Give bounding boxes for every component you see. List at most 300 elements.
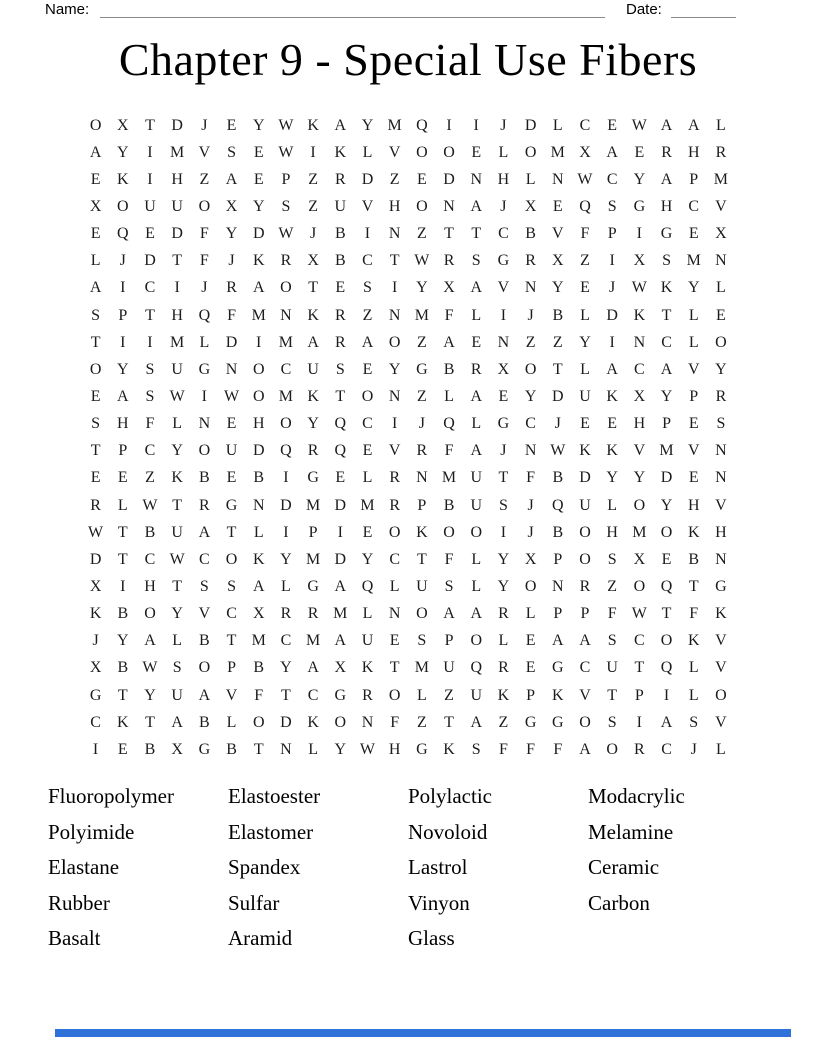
grid-letter: E [471,333,482,351]
grid-letter: D [171,116,183,134]
grid-letter: Y [660,496,673,514]
word-list-column [48,779,228,957]
grid-letter: S [145,360,155,378]
grid-letter: O [524,577,537,595]
grid-letter: N [633,333,646,351]
grid-letter: K [252,550,265,568]
grid-letter: C [280,360,292,378]
grid-letter: L [471,306,482,324]
grid-letter: M [659,442,674,460]
grid-letter: O [416,605,428,623]
grid-letter: T [552,360,563,378]
grid-letter: X [334,659,347,677]
grid-letter: B [144,523,156,541]
grid-letter: M [360,496,375,514]
grid-letter: L [688,306,699,324]
grid-letter: J [201,279,208,297]
grid-letter: O [606,740,618,758]
grid-letter: E [117,740,128,758]
grid-letter: N [388,225,401,243]
grid-letter: P [553,550,563,568]
grid-letter: L [308,740,318,758]
grid-letter: I [201,387,207,405]
grid-letter: I [147,143,153,161]
grid-letter: W [278,143,294,161]
grid-letter: P [281,170,291,188]
grid-letter: O [280,415,292,433]
grid-letter: G [307,577,319,595]
grid-letter: D [252,225,265,243]
grid-letter: Q [443,415,455,433]
grid-letter: Y [552,279,564,297]
grid-letter: I [256,333,262,351]
grid-letter: Y [497,577,510,595]
grid-letter: E [362,523,373,541]
grid-letter: O [388,333,401,351]
grid-letter: F [199,252,209,270]
grid-letter: L [525,170,536,188]
grid-letter: R [90,496,101,514]
word-list-item: Glass [408,926,455,951]
grid-letter: I [636,713,642,731]
grid-letter: R [634,740,645,758]
grid-letter: L [471,550,482,568]
grid-letter: S [281,197,291,215]
grid-letter: R [199,496,210,514]
grid-letter: T [145,306,155,324]
grid-letter: L [172,415,183,433]
grid-letter: D [171,225,183,243]
grid-letter: K [687,523,700,541]
grid-letter: C [661,740,672,758]
grid-letter: O [144,605,156,623]
grid-letter: D [225,333,238,351]
grid-letter: Y [497,550,510,568]
grid-letter: T [471,225,482,243]
grid-letter: A [660,713,673,731]
grid-letter: C [144,279,156,297]
grid-letter: S [227,143,236,161]
grid-letter: Q [280,442,292,460]
grid-letter: I [609,252,615,270]
grid-letter: I [609,333,615,351]
grid-letter: L [362,605,373,623]
grid-letter: S [363,279,372,297]
grid-letter: L [688,659,699,677]
grid-letter: U [443,659,455,677]
grid-letter: D [606,306,618,324]
grid-letter: R [715,143,727,161]
word-search-grid [82,112,735,763]
grid-letter: P [118,442,128,460]
grid-letter: V [497,279,510,297]
grid-letter: K [307,116,319,134]
grid-letter: L [253,523,264,541]
grid-letter: H [117,415,129,433]
grid-letter: F [553,740,563,758]
grid-letter: S [471,740,481,758]
grid-letter: T [661,605,672,623]
grid-letter: Q [198,306,211,324]
grid-letter: I [663,686,670,704]
grid-letter: K [606,387,618,405]
grid-letter: B [334,225,346,243]
grid-letter: O [633,496,646,514]
grid-letter: O [443,143,455,161]
grid-letter: Y [633,170,646,188]
grid-letter: P [607,225,617,243]
grid-letter: T [308,279,318,297]
grid-letter: E [226,469,237,487]
grid-letter: V [687,360,700,378]
grid-letter: L [716,116,726,134]
grid-letter: S [91,306,101,324]
grid-letter: A [552,632,564,650]
grid-letter: E [226,415,237,433]
word-list-item: Vinyon [408,890,470,915]
grid-letter: O [89,116,102,134]
grid-letter: D [579,469,591,487]
grid-letter: E [253,143,264,161]
grid-letter: P [308,523,318,541]
grid-letter: Z [362,306,373,324]
grid-letter: L [362,143,373,161]
grid-letter: H [687,496,700,514]
grid-letter: A [361,333,374,351]
grid-letter: H [171,306,183,324]
grid-letter: N [280,306,292,324]
grid-letter: N [524,279,537,297]
grid-letter: G [715,577,727,595]
grid-letter: B [199,469,210,487]
grid-letter: Y [416,279,428,297]
grid-letter: O [198,442,211,460]
grid-letter: U [579,387,591,405]
grid-letter: A [117,387,129,405]
grid-letter: Y [334,740,347,758]
grid-letter: C [525,415,536,433]
grid-letter: T [226,523,237,541]
grid-letter: H [171,170,183,188]
grid-letter: U [144,197,156,215]
grid-letter: W [550,442,566,460]
grid-letter: K [633,306,646,324]
grid-letter: T [634,659,645,677]
grid-letter: I [120,333,126,351]
grid-letter: V [552,225,564,243]
footer-accent-bar [55,1029,791,1037]
grid-letter: J [119,252,126,270]
grid-letter: H [388,197,401,215]
grid-letter: M [251,306,266,324]
grid-letter: I [500,523,507,541]
grid-letter: O [252,360,265,378]
grid-letter: X [497,360,510,378]
grid-letter: F [199,225,209,243]
grid-letter: G [552,713,564,731]
grid-letter: Q [470,659,482,677]
grid-letter: O [579,523,591,541]
grid-letter: F [689,605,699,623]
grid-letter: P [662,415,671,433]
grid-letter: T [335,387,346,405]
grid-letter: G [89,686,102,704]
grid-letter: B [334,252,346,270]
grid-letter: W [631,279,647,297]
grid-letter: O [579,550,591,568]
grid-letter: H [144,577,156,595]
grid-letter: K [606,442,618,460]
grid-letter: O [715,686,727,704]
grid-letter: X [307,252,319,270]
grid-letter: O [524,143,537,161]
grid-letter: I [283,469,289,487]
grid-letter: X [524,550,537,568]
grid-letter: V [715,632,727,650]
grid-letter: Z [607,577,618,595]
word-list-item: Novoloid [408,819,488,844]
grid-letter: N [552,170,564,188]
grid-letter: S [145,387,155,405]
grid-letter: B [199,632,210,650]
grid-letter: M [170,143,185,161]
grid-letter: N [443,197,455,215]
grid-letter: U [171,360,183,378]
grid-letter: X [171,740,183,758]
grid-letter: A [89,143,102,161]
grid-letter: B [144,740,156,758]
grid-letter: R [280,252,292,270]
word-list-item: Elastoester [228,784,321,808]
grid-letter: O [470,632,482,650]
grid-letter: R [579,577,591,595]
grid-letter: F [444,306,454,324]
grid-letter: G [198,740,211,758]
grid-letter: S [498,496,508,514]
grid-letter: W [631,605,647,623]
grid-letter: T [172,496,183,514]
grid-letter: S [689,713,699,731]
grid-letter: O [660,632,673,650]
grid-letter: R [498,605,509,623]
word-list-item: Basalt [48,926,101,951]
grid-letter: F [580,225,590,243]
grid-letter: B [688,550,700,568]
word-list-item: Modacrylic [588,784,685,808]
grid-letter: B [199,713,210,731]
grid-letter: J [527,306,534,324]
grid-letter: A [198,686,211,704]
grid-letter: G [497,252,510,270]
grid-letter: G [198,360,211,378]
grid-letter: T [172,577,183,595]
grid-letter: A [225,170,238,188]
grid-letter: Y [715,360,727,378]
grid-letter: Z [308,170,318,188]
grid-letter: Y [606,469,618,487]
grid-letter: W [278,116,294,134]
grid-letter: V [715,197,727,215]
grid-letter: Q [334,442,347,460]
grid-letter: G [416,360,428,378]
grid-letter: S [199,577,209,595]
word-list-item: Polyimide [48,819,135,844]
grid-letter: Q [660,577,673,595]
grid-letter: A [252,279,265,297]
grid-letter: N [388,387,401,405]
grid-letter: E [580,415,590,433]
grid-letter: N [198,415,211,433]
grid-letter: X [633,252,646,270]
grid-letter: N [552,577,564,595]
grid-letter: V [715,713,727,731]
grid-letter: W [169,387,185,405]
grid-letter: L [688,333,699,351]
grid-letter: Y [633,469,646,487]
grid-letter: N [280,740,292,758]
grid-letter: W [223,387,240,405]
grid-letter: K [687,632,700,650]
grid-letter: Z [416,713,427,731]
grid-letter: N [361,713,374,731]
grid-letter: Z [416,225,427,243]
grid-letter: T [607,686,618,704]
grid-letter: K [89,605,102,623]
grid-letter: I [120,279,126,297]
grid-letter: Z [199,170,210,188]
grid-letter: U [171,686,183,704]
word-list-item: Ceramic [588,855,660,880]
grid-letter: Z [498,713,509,731]
grid-letter: J [690,740,697,758]
grid-letter: P [689,170,699,188]
grid-letter: Q [361,577,374,595]
grid-letter: K [416,523,428,541]
grid-letter: O [361,387,374,405]
grid-letter: I [174,279,180,297]
grid-letter: O [416,197,428,215]
grid-letter: R [226,279,237,297]
grid-letter: T [117,550,128,568]
grid-letter: L [226,713,237,731]
grid-letter: E [335,279,346,297]
grid-letter: E [253,170,264,188]
grid-letter: E [335,469,346,487]
grid-letter: X [89,577,102,595]
grid-letter: W [88,523,104,541]
grid-letter: S [607,632,617,650]
grid-letter: A [470,713,482,731]
grid-letter: A [307,659,319,677]
grid-letter: X [443,279,455,297]
word-list-item: Lastrol [408,855,468,880]
grid-letter: L [552,116,563,134]
grid-letter: L [716,279,726,297]
grid-letter: I [391,279,398,297]
grid-letter: M [550,143,565,161]
grid-letter: B [253,659,265,677]
grid-letter: T [416,550,427,568]
grid-letter: Y [280,659,292,677]
grid-letter: E [117,469,128,487]
grid-letter: C [389,550,400,568]
grid-letter: A [660,116,673,134]
grid-letter: H [252,415,265,433]
grid-letter: Y [687,279,700,297]
grid-letter: L [281,577,291,595]
grid-letter: C [688,197,700,215]
grid-letter: W [359,740,376,758]
grid-letter: E [607,415,618,433]
grid-letter: J [500,442,507,460]
grid-letter: K [552,686,564,704]
grid-letter: M [414,306,429,324]
grid-letter: R [389,496,400,514]
grid-letter: A [307,333,319,351]
grid-letter: J [228,252,235,270]
grid-letter: O [225,550,238,568]
grid-letter: W [142,496,158,514]
grid-letter: L [580,360,590,378]
grid-letter: X [524,197,537,215]
grid-letter: E [416,170,427,188]
grid-letter: L [444,387,454,405]
grid-letter: Y [171,605,183,623]
grid-letter: D [280,496,292,514]
page-title: Chapter 9 - Special Use Fibers [118,34,698,85]
grid-letter: A [660,170,673,188]
grid-letter: M [305,632,321,650]
grid-letter: J [92,632,99,650]
grid-letter: P [444,632,454,650]
grid-letter: K [497,686,510,704]
grid-letter: D [524,116,537,134]
grid-letter: G [416,740,428,758]
grid-letter: N [470,170,482,188]
grid-letter: A [171,713,183,731]
grid-letter: D [443,170,455,188]
grid-letter: P [553,605,563,623]
grid-letter: R [389,469,400,487]
grid-letter: W [142,659,158,677]
grid-letter: R [334,170,346,188]
grid-letter: I [92,740,99,758]
grid-letter: C [661,333,672,351]
grid-letter: H [388,740,401,758]
date-label: Date: [626,1,662,18]
grid-letter: Z [389,170,400,188]
grid-letter: N [715,550,727,568]
grid-letter: Y [280,550,292,568]
grid-letter: O [633,577,646,595]
grid-letter: A [252,577,265,595]
grid-letter: E [226,116,237,134]
grid-letter: I [283,523,289,541]
grid-letter: J [527,523,534,541]
grid-letter: A [470,279,482,297]
grid-letter: T [117,686,128,704]
date-fill-line [671,3,736,18]
grid-letter: V [715,496,727,514]
grid-letter: G [552,659,564,677]
grid-letter: B [117,659,129,677]
grid-letter: C [280,632,292,650]
grid-letter: N [524,442,537,460]
grid-letter: A [470,605,482,623]
grid-letter: D [252,442,265,460]
grid-letter: V [388,442,401,460]
grid-letter: N [497,333,510,351]
